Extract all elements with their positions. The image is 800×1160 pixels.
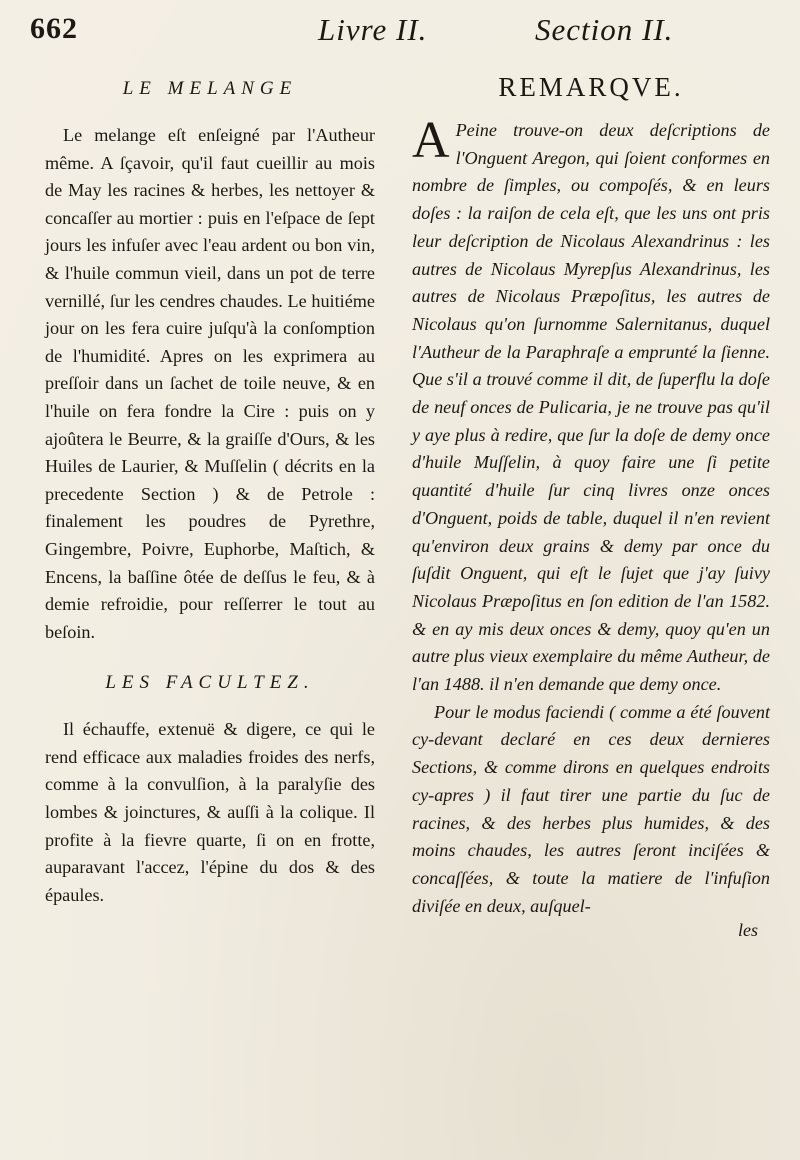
section-title: Section II. [535, 12, 674, 47]
remarque-paragraph-1-text: Peine trouve-on deux deſcriptions de l'Onguent Aregon, qui ſoient conformes en nombre de ſimples, ou compoſés, & en leurs doſes : la raiſon de cela eſt, que les uns ont pris leur deſcription de Nicolaus Alexandrinus : les autres de Nicolaus Myrepſus Alexandrinus, les autres de Nicolaus Præpoſitus, les autres de Nicolaus qu'on ſurnomme Salernitanus, duquel l'Autheur de la Paraphraſe a emprunté la ſienne. Que s'il a trouvé comme il dit, de ſuperflu la doſe de neuf onces de Pulicaria, je ne trouve pas qu'il y aye plus à redire, que ſur la doſe de demy once d'huile Muſſelin, à quoy faire une ſi petite quantité d'huile ſur cinq livres onze onces d'Onguent, poids de table, duquel il n'en revient qu'environ deux grains & demy par once du ſuſdit Onguent, qui eſt le ſujet que j'ay ſuivy Nicolaus Præpoſitus en ſon edition de l'an 1582. & en ay mis deux onces & demy, quoy qu'en un autre plus vieux exemplaire du même Autheur, de l'an 1488. il n'en demande que demy once. [412, 120, 770, 695]
right-column [412, 72, 770, 941]
remarque-paragraph-2: Pour le modus faciendi ( comme a été ſouvent cy-devant declaré en ces deux dernieres Sections, & comme dirons en quelques endroits cy-apres ) il faut tirer une partie du ſuc de racines, & des herbes plus humides, & des moins chaudes, les autres ſeront inciſées & concaſſées, & toute la matiere de l'infuſion diviſée en deux, auſquel- [412, 701, 770, 916]
melange-heading: LE MELANGE [122, 78, 298, 99]
remarque-text [412, 112, 770, 920]
melange-text [45, 122, 375, 646]
left-column [45, 72, 375, 909]
page-number: 662 [30, 12, 78, 45]
drop-cap-letter: A [412, 112, 450, 169]
facultez-heading: LES FACULTEZ. [105, 672, 315, 694]
melange-paragraph: Le melange eſt enſeigné par l'Autheur même. A ſçavoir, qu'il faut cueillir au mois de May les racines & herbes, les nettoyer & concaſſer au mortier : puis en l'eſpace de ſept jours les infuſer avec l'eau ardent ou bon vin, & l'huile commun vieil, dans un pot de terre vernillé, ſur les cendres chaudes. Le huitiéme jour on les fera cuire juſqu'à la conſomption de l'humidité. Apres on les exprimera au preſſoir dans un ſachet de toile neuve, & en l'huile on fera fondre la Cire : puis on y ajoûtera le Beurre, & la graiſſe d'Ours, & les Huiles de Laurier, & Muſſelin ( décrits en la precedente Section ) & de Petrole : finalement les poudres de Pyrethre, Gingembre, Poivre, Euphorbe, Maſtich, & Encens, la baſſine ôtée de deſſus le feu, & à demie refroidie, pour reſſerrer le tout au beſoin. [45, 125, 375, 642]
facultez-paragraph: Il échauffe, extenuë & digere, ce qui le rend efficace aux maladies froides des nerfs, comme à la convulſion, à la paralyſie des lombes & joinctures, & auſſi à la colique. Il profite à la fievre quarte, ſi on en frotte, auparavant l'accez, l'épine du dos & des épaules. [45, 719, 375, 905]
running-header [30, 12, 770, 52]
remarque-heading: REMARQVE. [498, 72, 684, 102]
facultez-text [45, 716, 375, 909]
catchword: les [738, 920, 758, 941]
book-title: Livre II. [318, 12, 428, 47]
remarque-paragraph-1 [412, 112, 770, 699]
